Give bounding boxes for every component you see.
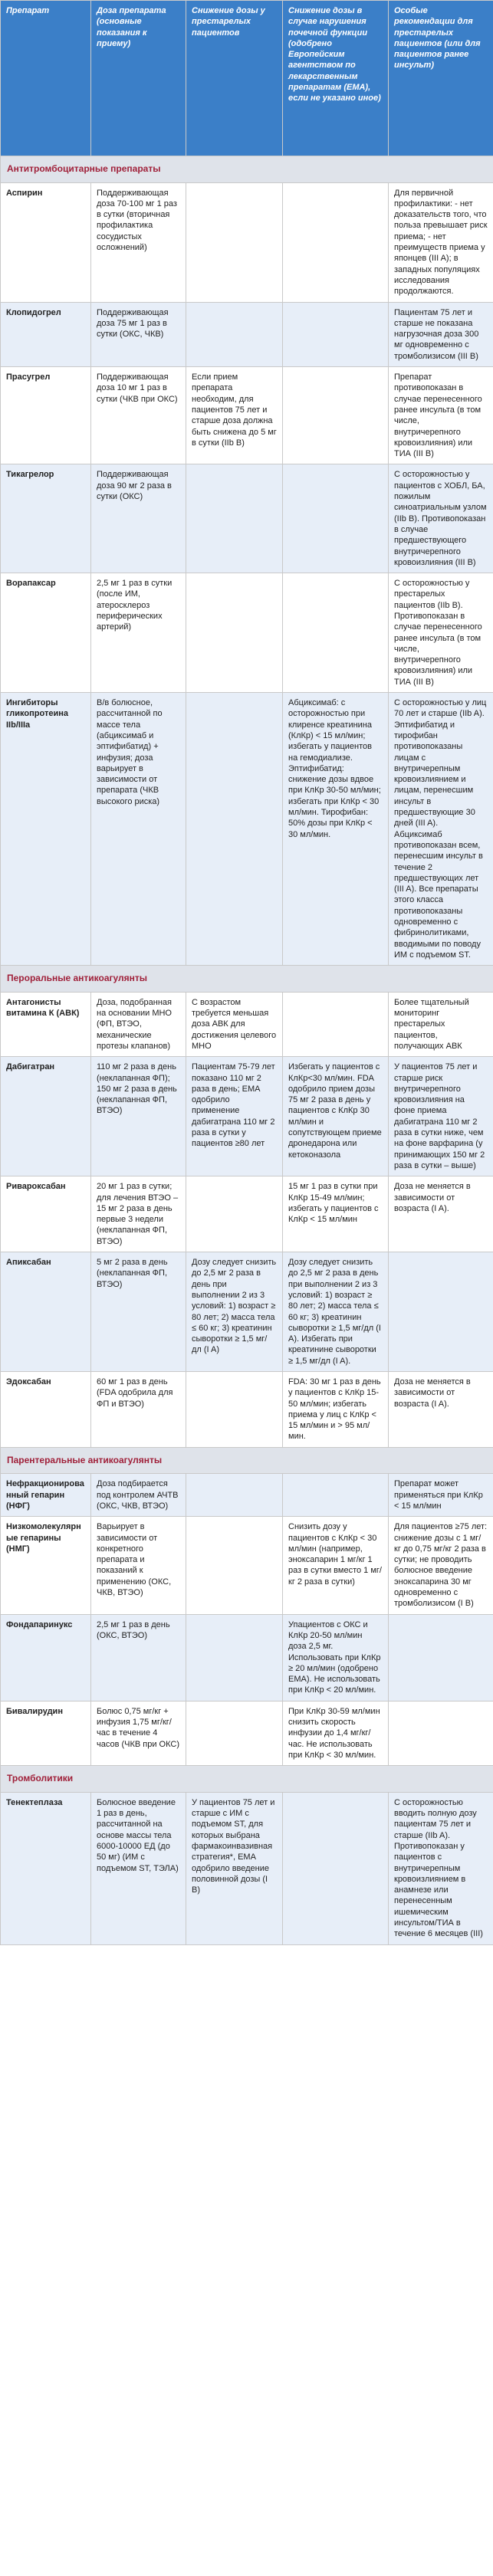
cell-elderly-reduction: [186, 693, 283, 966]
cell-elderly-reduction: С возрастом требуется меньшая доза АВК для достижения целевого МНО: [186, 992, 283, 1056]
cell-drug: Эдоксабан: [1, 1371, 91, 1447]
cell-renal-reduction: Дозу следует снизить до 2,5 мг 2 раза в день при выполнении 2 из 3 условий: 1) возраст ≥ 80 лет; 2) масса тела ≤ 60 кг; 3) креатинин сыворотки ≥ 1,5 мг/дл (I A). Избегать при креатинине сыворотки ≥ 1,5 мг/дл (I A).: [283, 1252, 389, 1372]
cell-dose: 2,5 мг 1 раз в сутки (после ИМ, атеросклероз периферических артерий): [91, 573, 186, 693]
cell-special-recommendations: Для первичной профилактики: - нет доказательств того, что польза превышает риск приема; - нет преимуществ приема у японцев (III A); в западных популяциях исследования продолжаются.: [389, 182, 493, 302]
cell-special-recommendations: С осторожностью у престарелых пациентов (IIb B). Противопоказан в случае перенесенного ранее инсульта (в том числе, внутричерепного кровоизлияния) или ТИА (III B): [389, 573, 493, 693]
table-row: [1, 1176, 493, 1252]
section-header-row: [1, 156, 493, 183]
cell-renal-reduction: [283, 302, 389, 366]
table-row: [1, 992, 493, 1056]
cell-renal-reduction: [283, 1474, 389, 1517]
section-header-row: [1, 966, 493, 993]
table-row: [1, 573, 493, 693]
cell-drug: Аспирин: [1, 182, 91, 302]
table-row: [1, 464, 493, 573]
cell-special-recommendations: Пациентам 75 лет и старше не показана нагрузочная доза 300 мг одновременно с тромболизисом (III B): [389, 302, 493, 366]
cell-special-recommendations: Препарат может применяться при КлКр < 15 мл/мин: [389, 1474, 493, 1517]
cell-drug: Клопидогрел: [1, 302, 91, 366]
header-elderly-reduction: Снижение дозы у престарелых пациентов: [186, 1, 283, 156]
table-row: [1, 1371, 493, 1447]
cell-elderly-reduction: [186, 1474, 283, 1517]
table-body: [1, 156, 493, 1945]
cell-dose: Доза подбирается под контролем АЧТВ (ОКС, ЧКВ, ВТЭО): [91, 1474, 186, 1517]
cell-drug: Фондапаринукс: [1, 1614, 91, 1701]
cell-dose: Болюсное введение 1 раз в день, рассчитанной на основе массы тела 6000-10000 ЕД (до 50 мг) (ИМ с подъемом ST, ТЭЛА): [91, 1792, 186, 1944]
cell-renal-reduction: Упациентов с ОКС и КлКр 20-50 мл/мин доза 2,5 мг. Использовать при КлКр ≥ 20 мл/мин (одобрено ЕМА). Не использовать при КлКр < 20 мл/мин.: [283, 1614, 389, 1701]
cell-special-recommendations: С осторожностью вводить полную дозу пациентам 75 лет и старше (IIb A). Противопоказан у пациентов с внутричерепным кровоизлиянием в анамнезе или перенесенным ишемическим инсультом/ТИА в течение 6 месяцев (III): [389, 1792, 493, 1944]
cell-special-recommendations: Для пациентов ≥75 лет: снижение дозы с 1 мг/кг до 0,75 мг/кг 2 раза в сутки; не проводить болюсное введение эноксапарина 30 мг одновременно с тромболизисом (I B): [389, 1517, 493, 1614]
table-row: [1, 1252, 493, 1372]
cell-drug: Ворапаксар: [1, 573, 91, 693]
cell-renal-reduction: FDA: 30 мг 1 раз в день у пациентов с КлКр 15-50 мл/мин; избегать приема у лиц с КлКр < 15 мл/мин и > 95 мл/мин.: [283, 1371, 389, 1447]
cell-dose: Доза, подобранная на основании МНО (ФП, ВТЭО, механические протезы клапанов): [91, 992, 186, 1056]
cell-elderly-reduction: [186, 182, 283, 302]
cell-drug: Тенектеплаза: [1, 1792, 91, 1944]
cell-special-recommendations: С осторожностью у лиц 70 лет и старше (IIb A). Эптифибатид и тирофибан противопоказаны лицам с внутричерепным кровоизлиянием и лицам, перенесшим инсульт в предшествующие 30 дней (III A). Абциксимаб противопоказан всем, перенесшим инсульт в течение 2 предшествующих лет (III A). Все препараты этого класса противопоказаны одновременно с фибринолитиками, вводимыми по поводу ИМ с подъемом ST.: [389, 693, 493, 966]
cell-renal-reduction: Абциксимаб: с осторожностью при клиренсе креатинина (КлКр) < 15 мл/мин; избегать у пациентов на гемодиализе. Эптифибатид: снижение дозы вдвое при КлКр 30-50 мл/мин; избегать при КлКр < 30 мл/мин. Тирофибан: 50% дозы при КлКр < 30 мл/мин.: [283, 693, 389, 966]
table-row: [1, 1057, 493, 1176]
cell-elderly-reduction: [186, 573, 283, 693]
cell-elderly-reduction: У пациентов 75 лет и старше с ИМ с подъемом ST, для которых выбрана фармакоинвазивная стратегия*, ЕМА одобрило введение половинной дозы (I B): [186, 1792, 283, 1944]
cell-renal-reduction: Избегать у пациентов с КлКр<30 мл/мин. FDA одобрило прием дозы 75 мг 2 раза в день у пациентов с КлКр 30 мл/мин и сопутствующем приеме дронедарона или кетоконазола: [283, 1057, 389, 1176]
cell-elderly-reduction: [186, 302, 283, 366]
table-row: [1, 1701, 493, 1765]
cell-dose: 20 мг 1 раз в сутки; для лечения ВТЭО – 15 мг 2 раза в день первые 3 недели (неклапанная ФП, ВТЭО): [91, 1176, 186, 1252]
table-row: [1, 1474, 493, 1517]
cell-elderly-reduction: [186, 1701, 283, 1765]
cell-elderly-reduction: [186, 1614, 283, 1701]
cell-special-recommendations: У пациентов 75 лет и старше риск внутричерепного кровоизлияния на фоне приема дабигатрана 110 мг 2 раза в сутки ниже, чем на фоне варфарина (у принимающих 150 мг 2 раза в сутки – выше): [389, 1057, 493, 1176]
cell-special-recommendations: Более тщательный мониторинг престарелых пациентов, получающих АВК: [389, 992, 493, 1056]
cell-dose: В/в болюсное, рассчитанной по массе тела (абциксимаб и эптифибатид) + инфузия; доза варьирует в зависимости от препарата (ЧКВ высокого риска): [91, 693, 186, 966]
cell-dose: 2,5 мг 1 раз в день (ОКС, ВТЭО): [91, 1614, 186, 1701]
section-header-row: [1, 1447, 493, 1474]
cell-renal-reduction: [283, 992, 389, 1056]
cell-drug: Дабигатран: [1, 1057, 91, 1176]
cell-elderly-reduction: Пациентам 75-79 лет показано 110 мг 2 раза в день; ЕМА одобрило применение дабигатрана 110 мг 2 раза в сутки у пациентов ≥80 лет: [186, 1057, 283, 1176]
cell-elderly-reduction: Если прием препарата необходим, для пациентов 75 лет и старше доза должна быть снижена до 5 мг в сутки (IIb B): [186, 367, 283, 464]
cell-elderly-reduction: [186, 464, 283, 573]
cell-dose: Поддерживающая доза 70-100 мг 1 раз в сутки (вторичная профилактика сосудистых осложнений): [91, 182, 186, 302]
cell-dose: Поддерживающая доза 10 мг 1 раз в сутки (ЧКВ при ОКС): [91, 367, 186, 464]
section-header-row: [1, 1766, 493, 1793]
cell-dose: Поддерживающая доза 90 мг 2 раза в сутки (ОКС): [91, 464, 186, 573]
cell-drug: Бивалирудин: [1, 1701, 91, 1765]
table-header: [1, 1, 493, 156]
section-title: Парентеральные антикоагулянты: [1, 1447, 493, 1474]
section-title: Антитромбоцитарные препараты: [1, 156, 493, 183]
table-row: [1, 693, 493, 966]
cell-special-recommendations: Доза не меняется в зависимости от возраста (I A).: [389, 1176, 493, 1252]
table-row: [1, 182, 493, 302]
cell-special-recommendations: [389, 1701, 493, 1765]
cell-drug: Нефракционированный гепарин (НФГ): [1, 1474, 91, 1517]
cell-renal-reduction: Снизить дозу у пациентов с КлКр < 30 мл/мин (например, эноксапарин 1 мг/кг 1 раз в сутки вместо 1 мг/кг 2 раза в сутки): [283, 1517, 389, 1614]
cell-dose: 110 мг 2 раза в день (неклапанная ФП); 150 мг 2 раза в день (неклапанная ФП, ВТЭО): [91, 1057, 186, 1176]
cell-renal-reduction: [283, 573, 389, 693]
cell-elderly-reduction: Дозу следует снизить до 2,5 мг 2 раза в день при выполнении 2 из 3 условий: 1) возраст ≥ 80 лет; 2) масса тела ≤ 60 кг; 3) креатинин сыворотки ≥ 1,5 мг/дл (I A): [186, 1252, 283, 1372]
cell-drug: Низкомолекулярные гепарины (НМГ): [1, 1517, 91, 1614]
header-renal-reduction: Снижение дозы в случае нарушения почечной функции (одобрено Европейским агентством по лекарственным препаратам (ЕМА), если не указано иное): [283, 1, 389, 156]
cell-renal-reduction: 15 мг 1 раз в сутки при КлКр 15-49 мл/мин; избегать у пациентов с КлКр < 15 мл/мин: [283, 1176, 389, 1252]
cell-dose: Поддерживающая доза 75 мг 1 раз в сутки (ОКС, ЧКВ): [91, 302, 186, 366]
cell-special-recommendations: Доза не меняется в зависимости от возраста (I A).: [389, 1371, 493, 1447]
cell-special-recommendations: С осторожностью у пациентов с ХОБЛ, БА, пожилым синоатриальным узлом (IIb B). Противопоказан в случае предшествующего внутричерепного кровоизлияния (III B): [389, 464, 493, 573]
cell-renal-reduction: [283, 464, 389, 573]
cell-elderly-reduction: [186, 1517, 283, 1614]
table-row: [1, 302, 493, 366]
cell-drug: Ингибиторы гликопротеина IIb/IIIa: [1, 693, 91, 966]
cell-renal-reduction: [283, 1792, 389, 1944]
cell-drug: Апиксабан: [1, 1252, 91, 1372]
header-row: [1, 1, 493, 156]
cell-dose: Варьирует в зависимости от конкретного препарата и показаний к применению (ОКС, ЧКВ, ВТЭО): [91, 1517, 186, 1614]
section-title: Тромболитики: [1, 1766, 493, 1793]
cell-drug: Тикагрелор: [1, 464, 91, 573]
cell-dose: Болюс 0,75 мг/кг + инфузия 1,75 мг/кг/час в течение 4 часов (ЧКВ при ОКС): [91, 1701, 186, 1765]
table-row: [1, 1517, 493, 1614]
cell-renal-reduction: [283, 182, 389, 302]
section-title: Пероральные антикоагулянты: [1, 966, 493, 993]
cell-elderly-reduction: [186, 1176, 283, 1252]
cell-drug: Прасугрел: [1, 367, 91, 464]
cell-dose: 60 мг 1 раз в день (FDA одобрила для ФП и ВТЭО): [91, 1371, 186, 1447]
cell-elderly-reduction: [186, 1371, 283, 1447]
cell-renal-reduction: [283, 367, 389, 464]
header-dose: Доза препарата (основные показания к приему): [91, 1, 186, 156]
table-row: [1, 1792, 493, 1944]
cell-special-recommendations: [389, 1614, 493, 1701]
cell-drug: Ривароксабан: [1, 1176, 91, 1252]
table-row: [1, 1614, 493, 1701]
cell-dose: 5 мг 2 раза в день (неклапанная ФП, ВТЭО): [91, 1252, 186, 1372]
cell-special-recommendations: Препарат противопоказан в случае перенесенного ранее инсульта (в том числе, внутричерепного кровоизлияния) или ТИА (III B): [389, 367, 493, 464]
cell-special-recommendations: [389, 1252, 493, 1372]
header-special-recommendations: Особые рекомендации для престарелых пациентов (или для пациентов ранее инсульт): [389, 1, 493, 156]
cell-renal-reduction: При КлКр 30-59 мл/мин снизить скорость инфузии до 1,4 мг/кг/час. Не использовать при КлКр < 30 мл/мин.: [283, 1701, 389, 1765]
header-drug: Препарат: [1, 1, 91, 156]
table-row: [1, 367, 493, 464]
cell-drug: Антагонисты витамина К (АВК): [1, 992, 91, 1056]
